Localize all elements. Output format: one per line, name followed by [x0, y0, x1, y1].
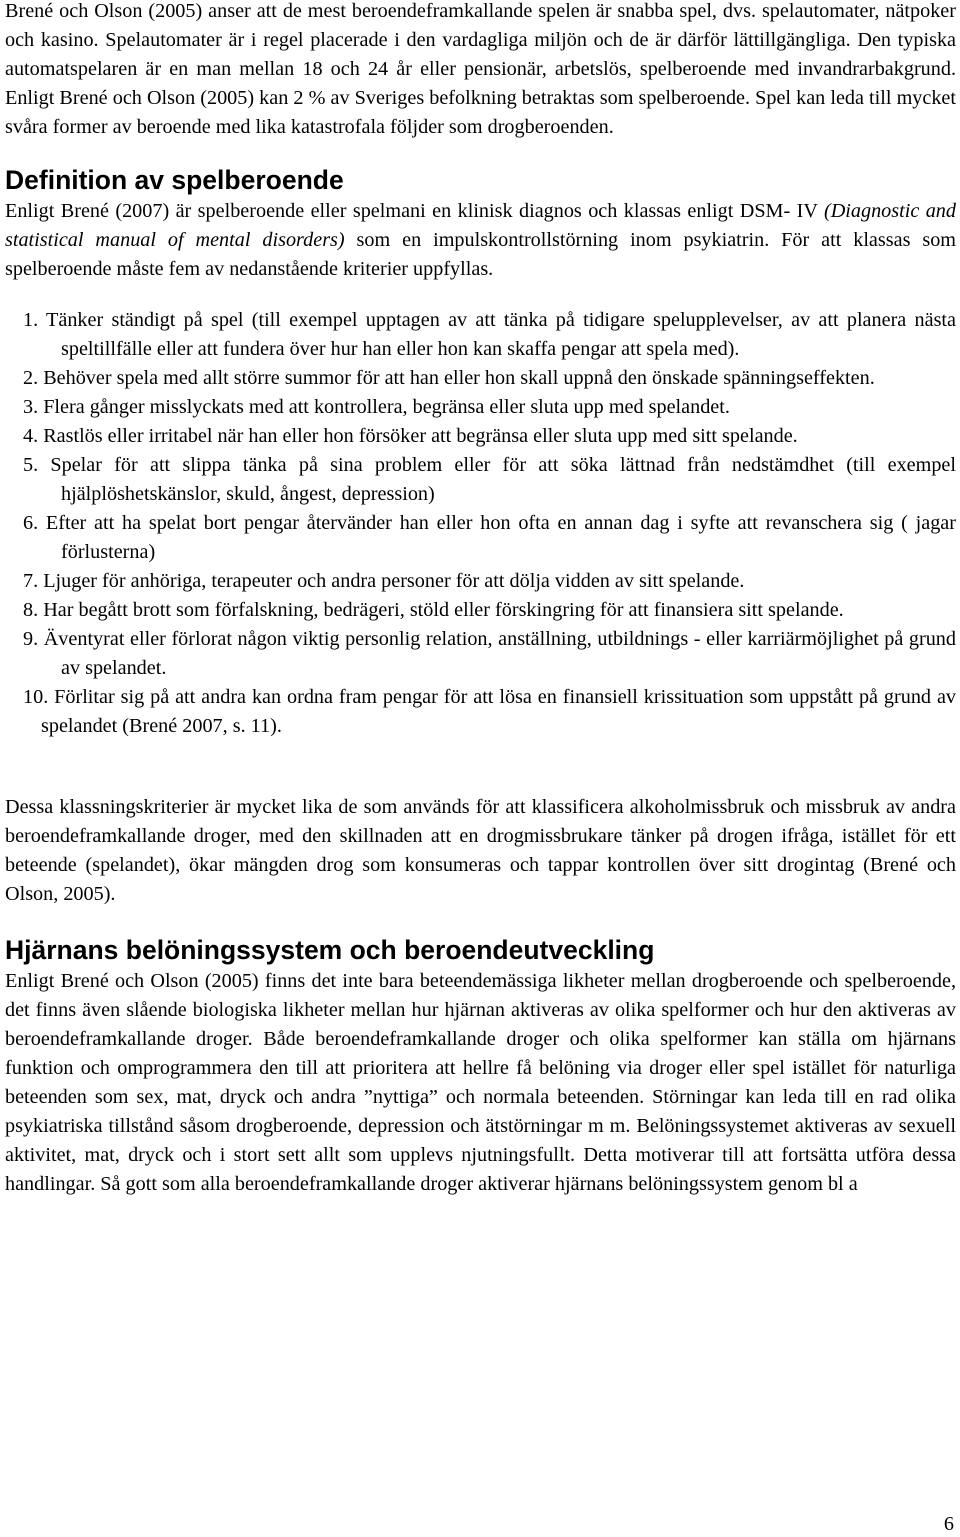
criterion-item: 7. Ljuger för anhöriga, terapeuter och andra personer för att dölja vidden av sitt spelande. — [23, 570, 745, 592]
criterion-item: 10. Förlitar sig på att andra kan ordna fram pengar för att lösa en finansiell krissituation som uppstått på grund av spelandet (Brené 2007, s. 11). — [23, 686, 956, 737]
after-criteria-paragraph: Dessa klassningskriterier är mycket lika de som används för att klassificera alkoholmissbruk och missbruk av andra beroendeframkallande droger, med den skillnaden att en drogmissbrukare tänker på drogen ifråga, istället för ett beteende (spelandet), ökar mängden drog som konsumeras och tappar kontrollen över sitt drogintag (Brené och Olson, 2005). — [5, 796, 956, 905]
intro-paragraph: Brené och Olson (2005) anser att de mest beroendeframkallande spelen är snabba spel, dvs. spelautomater, nätpoker och kasino. Spelautomater är i regel placerade i den vardagliga miljön och de är därför lättillgängliga. Den typiska automatspelaren är en man mellan 18 och 24 år eller pensionär, arbetslös, spelberoende med invandrarbakgrund. Enligt Brené och Olson (2005) kan 2 % av Sveriges befolkning betraktas som spelberoende. Spel kan leda till mycket svåra former av beroende med lika katastrofala följder som drogberoenden. — [5, 0, 956, 138]
page-number: 6 — [943, 1513, 954, 1535]
definition-heading: Definition av spelberoende — [5, 165, 344, 195]
brain-section-heading: Hjärnans belöningssystem och beroendeutveckling — [5, 935, 655, 965]
criterion-item: 4. Rastlös eller irritabel när han eller hon försöker att begränsa eller sluta upp med sitt spelande. — [23, 425, 798, 447]
dsm-full-title: (Diagnostic and statistical manual of mental disorders) — [5, 200, 956, 251]
definition-paragraph — [5, 197, 956, 284]
definition-text-start: Enligt Brené (2007) är spelberoende eller spelmani en klinisk diagnos och klassas enligt DSM- IV — [5, 200, 824, 222]
criterion-item: 3. Flera gånger misslyckats med att kontrollera, begränsa eller sluta upp med spelandet. — [23, 396, 730, 418]
document-page — [5, 0, 956, 1199]
criterion-item: 2. Behöver spela med allt större summor för att han eller hon skall uppnå den önskade spänningseffekten. — [23, 367, 875, 389]
criterion-item: 6. Efter att ha spelat bort pengar återvänder han eller hon ofta en annan dag i syfte att revanschera sig ( jagar förlusterna) — [23, 512, 956, 563]
criterion-item: 1. Tänker ständigt på spel (till exempel upptagen av att tänka på tidigare spelupplevelser, av att planera nästa speltillfälle eller att fundera över hur han eller hon kan skaffa pengar att spela med). — [23, 309, 956, 360]
criterion-item: 5. Spelar för att slippa tänka på sina problem eller för att söka lättnad från nedstämdhet (till exempel hjälplöshetskänslor, skuld, ångest, depression) — [23, 454, 956, 505]
criteria-list — [5, 306, 956, 741]
definition-text-end: som en impulskontrollstörning inom psykiatrin. För att klassas som spelberoende måste fem av nedanstående kriterier uppfyllas. — [5, 229, 956, 280]
criterion-item: 9. Äventyrat eller förlorat någon viktig personlig relation, anställning, utbildnings - eller karriärmöjlighet på grund av spelandet. — [23, 628, 956, 679]
criterion-item: 8. Har begått brott som förfalskning, bedrägeri, stöld eller förskingring för att finansiera sitt spelande. — [23, 599, 844, 621]
brain-section-paragraph: Enligt Brené och Olson (2005) finns det inte bara beteendemässiga likheter mellan drogberoende och spelberoende, det finns även slående biologiska likheter mellan hur hjärnan aktiveras av olika spelformer och hur den aktiveras av beroendeframkallande droger. Både beroendeframkallande droger och olika spelformer kan ställa om hjärnans funktion och omprogrammera den till att prioritera att hellre få belöning via droger eller spel istället för naturliga beteenden som sex, mat, dryck och andra ”nyttiga” och normala beteenden. Störningar kan leda till en rad olika psykiatriska tillstånd såsom drogberoende, depression och ätstörningar m m. Belöningssystemet aktiveras av sexuell aktivitet, mat, dryck och i stort sett allt som upplevs njutningsfullt. Detta motiverar till att fortsätta utföra dessa handlingar. Så gott som alla beroendeframkallande droger aktiverar hjärnans belöningssystem genom bl a — [5, 970, 956, 1195]
